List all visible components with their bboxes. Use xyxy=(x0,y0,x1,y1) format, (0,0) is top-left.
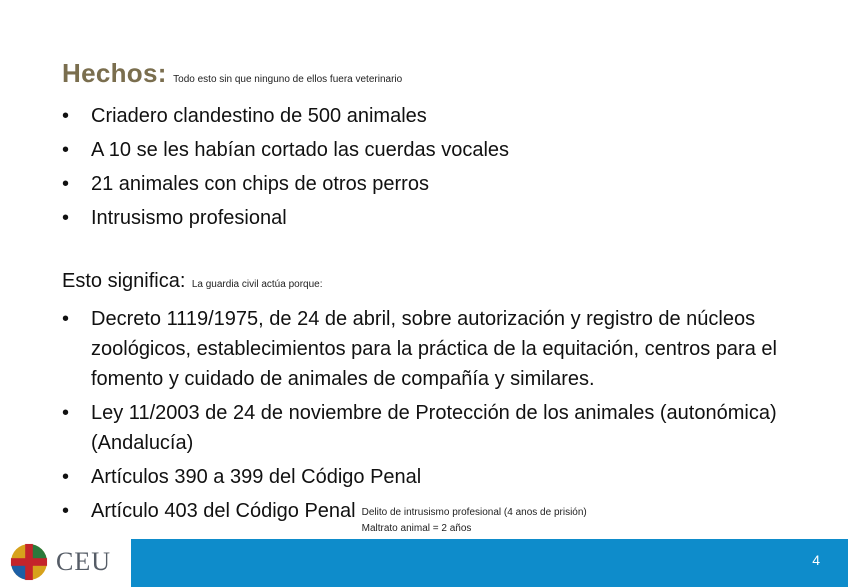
section-heading xyxy=(62,270,322,293)
list-item xyxy=(62,135,832,165)
list-item-text: Artículos 390 a 399 del Código Penal xyxy=(91,466,422,488)
page-number: 4 xyxy=(812,552,820,568)
bullet: • xyxy=(62,500,70,522)
bullet: • xyxy=(62,139,70,161)
ceu-cross-icon xyxy=(10,543,48,581)
list-item xyxy=(62,398,832,458)
title-heading: Hechos: xyxy=(62,58,167,88)
list-item xyxy=(62,304,832,394)
bullet: • xyxy=(62,466,70,488)
bullet: • xyxy=(62,207,70,229)
list-item xyxy=(62,101,832,131)
slide-title xyxy=(62,58,402,89)
list-item xyxy=(62,462,832,492)
list-item xyxy=(62,496,832,537)
list-item-text: Criadero clandestino de 500 animales xyxy=(91,105,427,127)
section-heading-note: La guardia civil actúa porque: xyxy=(191,279,323,290)
laws-list xyxy=(62,304,832,541)
bullet: • xyxy=(62,308,70,330)
bullet: • xyxy=(62,173,70,195)
facts-list xyxy=(62,101,832,237)
logo-text: CEU xyxy=(56,547,111,576)
title-note: Todo esto sin que ninguno de ellos fuera veterinario xyxy=(173,74,403,85)
penalty-note-line: Maltrato animal = 2 años xyxy=(361,523,472,534)
list-item xyxy=(62,169,832,199)
bullet: • xyxy=(62,402,70,424)
section-heading-text: Esto significa: xyxy=(62,270,186,292)
penalty-note-line: Delito de intrusismo profesional (4 anos de prisión) xyxy=(361,507,587,518)
list-item-text: Intrusismo profesional xyxy=(91,207,287,229)
bullet: • xyxy=(62,105,70,127)
footer-bar xyxy=(131,539,848,587)
list-item-text: Decreto 1119/1975, de 24 de abril, sobre autorización y registro de núcleos zoológicos, establecimientos para la práctica de la equitación, centros para el fomento y cuidado de animales de compañía y similares. xyxy=(91,308,777,390)
list-item-text: Ley 11/2003 de 24 de noviembre de Protección de los animales (autonómica)(Andalucía) xyxy=(91,402,777,454)
ceu-logo xyxy=(10,542,111,582)
list-item-text: 21 animales con chips de otros perros xyxy=(91,173,429,195)
penalty-note xyxy=(362,505,587,537)
list-item-text: Artículo 403 del Código Penal xyxy=(91,500,356,522)
list-item xyxy=(62,203,832,233)
list-item-text: A 10 se les habían cortado las cuerdas vocales xyxy=(91,139,510,161)
